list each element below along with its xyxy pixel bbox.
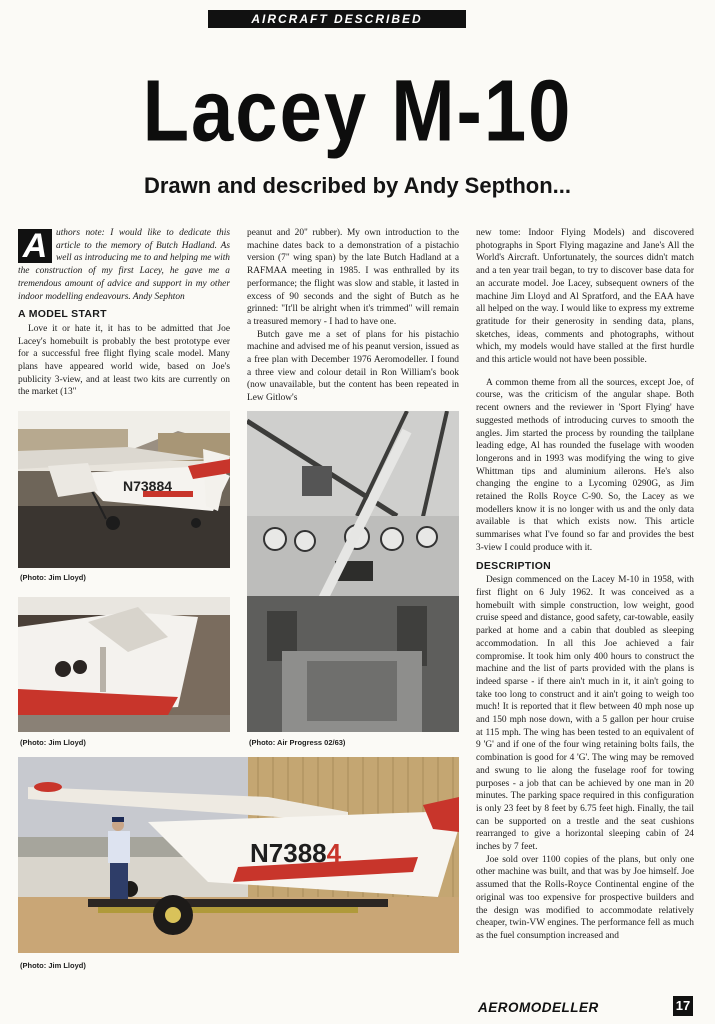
aircraft-registration-suffix: 4 [326, 838, 342, 868]
intro-paragraph [18, 227, 230, 303]
text-column-2 [247, 227, 459, 407]
paragraph: Love it or hate it, it has to be admitted that Joe Lacey's homebuilt is probably the best prototype ever for a successful free flight flying scale model. Many plans have appeared world wide, based on Joe's publicity 3-view, and at least two kits are currently on the market (13" [18, 323, 230, 398]
section-heading-model-start: A MODEL START [18, 308, 107, 321]
text-column-1 [18, 227, 230, 407]
paragraph: A common theme from all the sources, except Joe, of course, was the criticism of the angular shape. Both recent owners and the reviewer in 'Sport Flying' have suggested methods of introducing curves to smooth the angles. Jim started the process by rounding the tailplane leading edge, Al has rounded the fuselage with wooden longerons and in 1993 was modifying the wing to give Whittman tips and aluminium ailerons. He's also changing the engine to a Lycoming 0290G, as Jim retained the Rolls Royce C-90. So, the Lacey as we modellers know it is no longer with us and the only data available is that which exists now. This article summarises what I've found so far and provides the best 3-view I could produce with it. [476, 377, 694, 553]
paragraph: Joe sold over 1100 copies of the plans, but only one other machine was built, and that was by Joe himself. Joe assumed that the Rolls-Royce Continental engine of the original was too expensive for prospective builders and the design was modified to accommodate relatively cheaper, twin-VW engines. The performance fell as much as the fuel consumption increased and [476, 854, 694, 941]
paragraph: Design commenced on the Lacey M-10 in 1958, with first flight on 6 July 1962. It was conceived as a homebuilt with simple construction, low weight, good cruise speed and distance, good safety, car-towable, easily parked at home and a cabin that doubled as sleeping accommodation. In all this Joe achieved a fair compromise. It took him only 400 hours to construct the machine and the list of parts provided with the plans is indeed sparse - if there ain't much in it, it ain't going to take too long to construct and it ain't going to weigh too much! It is reported that it flew between 40 mph nose up and 150 mph nose down, with a 5 gallon per hour cruise at 115 mph. The wing has been tested to an equivalent of 9 'G' and if one of the four wing retaining bolts fails, the combination is good for 4 'G'. The wing may be removed and swung to lie along the fuselage roof for towing purposes - a job that can be achieved by one man in 20 minutes. The parking space required in this configuration is only 23 feet by 8 feet by 6.75 feet high. Finally, the tail can be supported on a trestle and the seat cushions rearranged to give a horizontal sleeping cabin of 24 inches by 7 feet. [476, 575, 694, 853]
article-title: Lacey M-10 [142, 62, 573, 161]
photo-caption: (Photo: Air Progress 02/63) [249, 738, 346, 747]
photo-caption: (Photo: Jim Lloyd) [20, 961, 86, 970]
photo-aircraft-side [18, 411, 230, 568]
drop-cap: A [18, 229, 52, 263]
aircraft-registration: N73884 [123, 478, 173, 494]
paragraph: peanut and 20" rubber). My own introduction to the machine dates back to a demonstration of a pistachio version (7" wing span) by the late Butch Hadland at a RAFMAA meeting in 1985. I was enthralled by its performance; the flight was slow and stable, it lasted in excess of 90 seconds and the sight of Butch as he grinned: "It'll be alright when it's trimmed" will remain a treasured memory - I had to have one. [247, 228, 459, 327]
page-number: 17 [673, 996, 693, 1016]
photo-caption: (Photo: Jim Lloyd) [20, 573, 86, 582]
photo-cockpit-panel [247, 411, 459, 732]
aircraft-registration: N7388 [250, 838, 327, 868]
svg-text:N73884 [250, 838, 342, 868]
article-subtitle: Drawn and described by Andy Septhon... [143, 173, 572, 198]
section-heading-description: DESCRIPTION [476, 559, 552, 572]
photo-caption: (Photo: Jim Lloyd) [20, 738, 86, 747]
photo-engine-closeup [18, 597, 230, 732]
section-banner: AIRCRAFT DESCRIBED [208, 10, 466, 28]
magazine-name: AEROMODELLER [478, 1000, 599, 1015]
paragraph: new tome: Indoor Flying Models) and discovered photographs in Sport Flying magazine and Jane's All the World's Aircraft. Unfortunately, the sources didn't match and a ten year trail began, to try to discover base data for an accurate model. Joe Lacey, subsequent owners of the machine Jim Lloyd and Al Spratford, and the EAA have all helped on the way. I would like to express my extreme gratitude for their generosity in sending data, plans, sketches, ideas, comments and photographs, without which, my models would have stalled at the first hurdle and this article would not have been possible. [476, 228, 694, 366]
photo-aircraft-trailer [18, 757, 459, 953]
paragraph: Butch gave me a set of plans for his pistachio machine and advised me of his peanut version, issued as a free plan with December 1976 Aeromodeller. I found a three view and colour detail in Ron William's book (now unavailable, but the content has been repeated in Lew Gitlow's [247, 329, 459, 404]
text-column-3 [476, 227, 694, 985]
intro-text: uthors note: I would like to dedicate this article to the memory of Butch Hadland. As well as introducing me to and helping me with the construction of my first Lacey, he gave me a tremendous amount of advice and support in my other indoor modelling endeavours. Andy Sephton [18, 228, 230, 302]
